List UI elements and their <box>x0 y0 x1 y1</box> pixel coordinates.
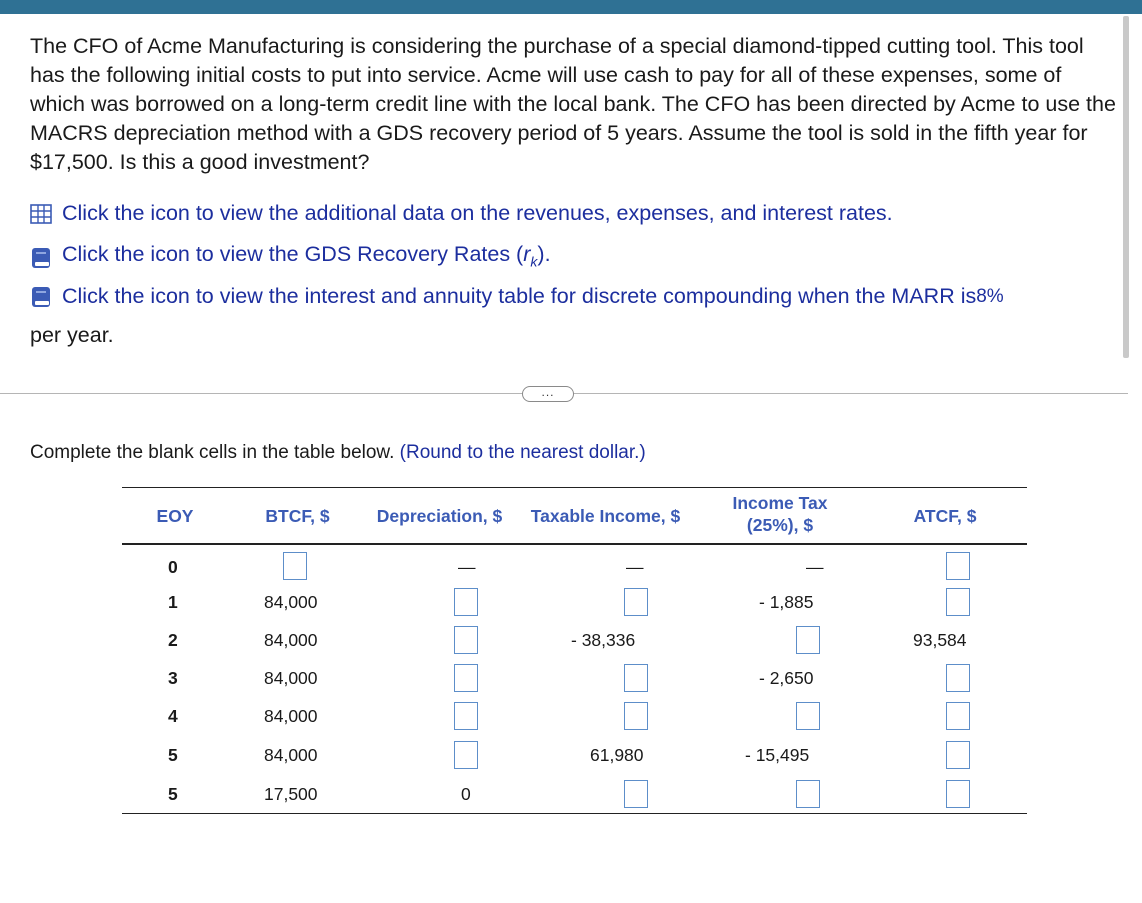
link-gds-rates-label[interactable]: Click the icon to view the GDS Recovery Rates ( <box>62 242 524 266</box>
btcf-cell: 84,000 <box>264 630 318 650</box>
rate-subscript: k <box>530 253 538 270</box>
book-icon[interactable] <box>30 246 62 270</box>
header-eoy: EOY <box>156 506 194 526</box>
table-header-rule <box>122 543 1027 545</box>
link-interest-table-label[interactable]: Click the icon to view the interest and annuity table for discrete compounding when the MARR is <box>62 284 977 308</box>
income-tax-input[interactable] <box>796 702 820 730</box>
depreciation-input[interactable] <box>454 702 478 730</box>
income-tax-cell: - 15,495 <box>745 745 810 765</box>
income-tax-input[interactable] <box>796 780 820 808</box>
header-atcf: ATCF, $ <box>913 506 977 526</box>
rate-variable: r <box>523 242 531 266</box>
eoy-cell: 2 <box>168 630 178 650</box>
btcf-input[interactable] <box>283 552 307 580</box>
taxable-income-cell: 61,980 <box>590 745 644 765</box>
eoy-cell: 3 <box>168 668 178 688</box>
scrollbar[interactable] <box>1123 16 1129 358</box>
taxable-income-input[interactable] <box>624 780 648 808</box>
btcf-cell: 84,000 <box>264 592 318 612</box>
header-depreciation: Depreciation, $ <box>376 506 503 526</box>
taxable-income-cell: - 38,336 <box>571 630 636 650</box>
table-bottom-rule <box>122 813 1027 814</box>
depreciation-input[interactable] <box>454 588 478 616</box>
header-taxable-income: Taxable Income, $ <box>530 506 681 526</box>
btcf-cell: 84,000 <box>264 745 318 765</box>
income-tax-cell: - 1,885 <box>759 592 814 612</box>
atcf-input[interactable] <box>946 702 970 730</box>
atcf-input[interactable] <box>946 741 970 769</box>
atcf-input[interactable] <box>946 588 970 616</box>
eoy-cell: 0 <box>168 557 178 577</box>
link-additional-data-label[interactable]: Click the icon to view the additional data on the revenues, expenses, and interest rates. <box>62 201 893 225</box>
book-icon[interactable] <box>30 285 62 309</box>
header-btcf: BTCF, $ <box>265 506 330 526</box>
table-top-rule <box>122 487 1027 488</box>
link-additional-data[interactable] <box>30 199 893 228</box>
link-gds-rates-tail: ). <box>537 242 551 266</box>
btcf-cell: 17,500 <box>264 784 318 804</box>
marr-rate: 8% <box>976 286 1004 307</box>
link-interest-table[interactable] <box>30 282 1004 311</box>
btcf-cell: 84,000 <box>264 706 318 726</box>
grid-table-icon[interactable] <box>30 202 62 226</box>
instruction-text: Complete the blank cells in the table below. <box>30 442 395 463</box>
eoy-cell: 5 <box>168 784 178 804</box>
income-tax-input[interactable] <box>796 626 820 654</box>
dash-cell: — <box>806 557 824 577</box>
eoy-cell: 4 <box>168 706 178 726</box>
more-button[interactable]: ... <box>522 386 574 402</box>
depreciation-input[interactable] <box>454 664 478 692</box>
header-income-tax-line1: Income Tax <box>732 493 828 513</box>
eoy-cell: 1 <box>168 592 178 612</box>
atcf-input[interactable] <box>946 664 970 692</box>
atcf-input[interactable] <box>946 552 970 580</box>
depreciation-input[interactable] <box>454 741 478 769</box>
taxable-income-input[interactable] <box>624 588 648 616</box>
income-tax-cell: - 2,650 <box>759 668 814 688</box>
btcf-cell: 84,000 <box>264 668 318 688</box>
instruction-hint: (Round to the nearest dollar.) <box>399 442 646 463</box>
dash-cell: — <box>626 557 644 577</box>
eoy-cell: 5 <box>168 745 178 765</box>
taxable-income-input[interactable] <box>624 702 648 730</box>
problem-statement: The CFO of Acme Manufacturing is considering the purchase of a special diamond-tipped cutting tool. This tool has the following initial costs to put into service. Acme will use cash to pay for all of these expenses, some of which was borrowed on a long-term credit line with the local bank. The CFO has been directed by Acme to use the MACRS depreciation method with a GDS recovery period of 5 years. Assume the tool is sold in the fifth year for $17,500. Is this a good investment? <box>30 34 1116 174</box>
taxable-income-input[interactable] <box>624 664 648 692</box>
atcf-input[interactable] <box>946 780 970 808</box>
link-gds-rates[interactable] <box>30 240 551 276</box>
header-income-tax <box>715 492 845 536</box>
depreciation-input[interactable] <box>454 626 478 654</box>
link-interest-table-tail: per year. <box>30 323 114 347</box>
instruction <box>30 440 646 466</box>
header-income-tax-line2: (25%), $ <box>746 515 814 535</box>
depreciation-cell: 0 <box>461 784 471 804</box>
atcf-cell: 93,584 <box>913 630 967 650</box>
top-bar <box>0 0 1142 14</box>
dash-cell: — <box>458 557 476 577</box>
